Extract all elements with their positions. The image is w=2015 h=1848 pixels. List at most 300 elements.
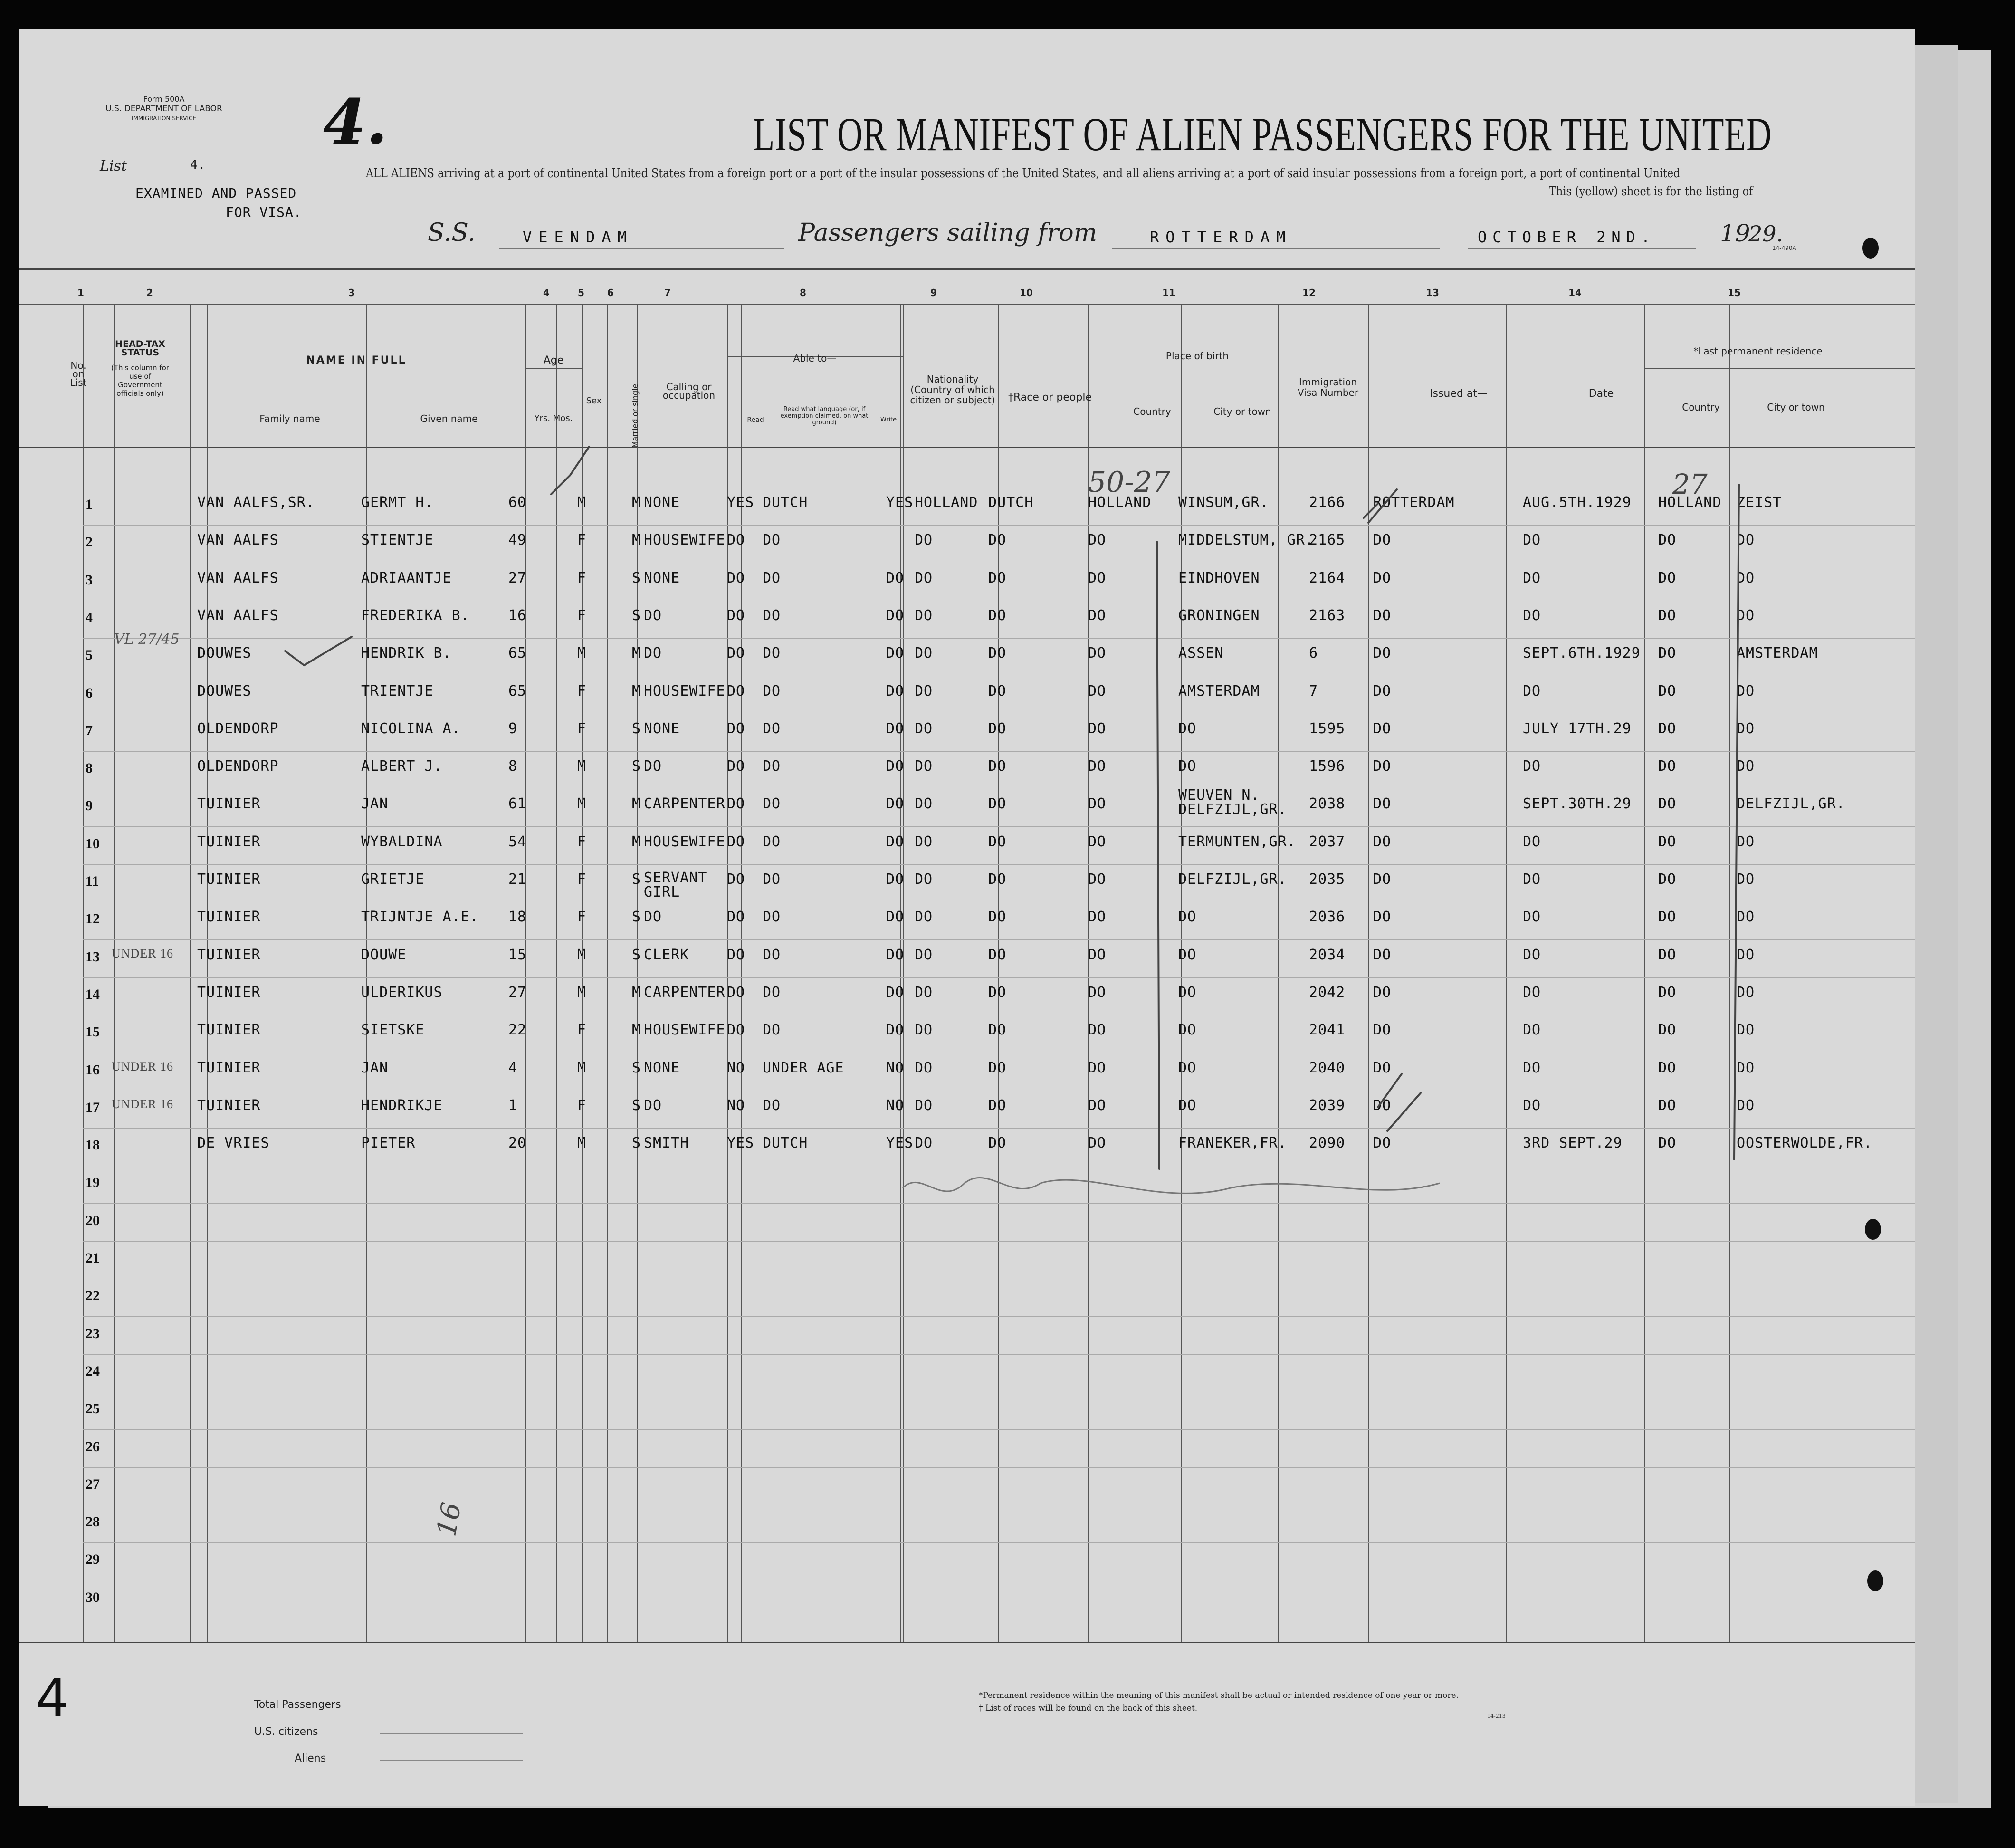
can-write: DO — [886, 758, 905, 775]
header-yrs-mos: Yrs. Mos. — [534, 413, 573, 423]
handwritten-residence-note: 27 — [1672, 468, 1708, 500]
row-number: 16 — [86, 1062, 100, 1078]
race: DO — [988, 532, 1007, 549]
row-number: 24 — [86, 1363, 100, 1379]
handwritten-visa-note: 50-27 — [1088, 466, 1170, 499]
age: 49 — [508, 532, 527, 549]
can-read: DO — [727, 607, 745, 624]
row-number: 27 — [86, 1476, 100, 1492]
residence-country: DO — [1658, 720, 1677, 737]
row-number: 13 — [86, 948, 100, 965]
can-read: DO — [727, 569, 745, 586]
birth-city: DELFZIJL,GR. — [1178, 871, 1287, 888]
sex: F — [577, 871, 587, 888]
marital-status: M — [632, 984, 641, 1001]
issue-date: DO — [1523, 569, 1541, 586]
header-nationality: Nationality (Country of which citizen or subject) — [910, 373, 995, 406]
issue-date: DO — [1523, 909, 1541, 926]
birth-country: DO — [1088, 1059, 1107, 1076]
issue-date: DO — [1523, 1059, 1541, 1076]
can-read: DO — [727, 795, 745, 813]
residence-country: DO — [1658, 532, 1677, 549]
birth-country: DO — [1088, 607, 1107, 624]
residence-country: DO — [1658, 1097, 1677, 1114]
residence-city: DO — [1737, 758, 1755, 775]
race: DO — [988, 1022, 1007, 1039]
issue-date: DO — [1523, 1097, 1541, 1114]
age: 54 — [508, 833, 527, 850]
can-read: YES — [727, 1135, 754, 1152]
residence-country: DO — [1658, 1135, 1677, 1152]
family-name: VAN AALFS — [197, 532, 279, 549]
nationality: DO — [915, 984, 933, 1001]
family-name: DOUWES — [197, 645, 252, 662]
can-read: NO — [727, 1097, 745, 1114]
birth-country: DO — [1088, 946, 1107, 963]
nationality: DO — [915, 569, 933, 586]
nationality: DO — [915, 946, 933, 963]
can-read: YES — [727, 494, 754, 511]
nationality: DO — [915, 645, 933, 662]
visa-number: 2090 — [1309, 1135, 1346, 1152]
read-language: DO — [763, 532, 781, 549]
marital-status: M — [632, 682, 641, 699]
residence-country: DO — [1658, 569, 1677, 586]
occupation: HOUSEWIFE — [644, 1022, 726, 1039]
can-write: NO — [886, 1097, 905, 1114]
row-number: 18 — [86, 1137, 100, 1153]
read-language: DO — [763, 607, 781, 624]
given-name: WYBALDINA — [361, 833, 443, 850]
visa-number: 1595 — [1309, 720, 1346, 737]
row-number: 28 — [86, 1514, 100, 1530]
visa-number: 7 — [1309, 682, 1318, 699]
residence-city: DO — [1737, 946, 1755, 963]
marital-status: M — [632, 1022, 641, 1039]
birth-country: DO — [1088, 909, 1107, 926]
race: DO — [988, 1135, 1007, 1152]
residence-country: HOLLAND — [1658, 494, 1722, 511]
footer-citizens-label: U.S. citizens — [254, 1726, 318, 1738]
header-married: Married or single — [630, 383, 640, 448]
given-name: DOUWE — [361, 946, 407, 963]
row-number: 15 — [86, 1024, 100, 1040]
can-write: DO — [886, 833, 905, 850]
given-name: ALBERT J. — [361, 758, 443, 775]
list-number: 4. — [190, 158, 206, 172]
race: DO — [988, 1097, 1007, 1114]
age: 61 — [508, 795, 527, 813]
race: DO — [988, 909, 1007, 926]
row-number: 9 — [86, 798, 93, 814]
issued-at: DO — [1373, 758, 1392, 775]
row-number: 12 — [86, 911, 100, 927]
issue-date: DO — [1523, 984, 1541, 1001]
visa-number: 2163 — [1309, 607, 1346, 624]
given-name: TRIENTJE — [361, 682, 434, 699]
row-number: 23 — [86, 1325, 100, 1341]
read-language: DUTCH — [763, 1135, 808, 1152]
column-number: 13 — [1426, 287, 1439, 298]
issued-at: DO — [1373, 984, 1392, 1001]
family-name: VAN AALFS,SR. — [197, 494, 315, 511]
column-number: 15 — [1728, 287, 1741, 298]
nationality: DO — [915, 795, 933, 813]
row-number: 22 — [86, 1288, 100, 1304]
can-read: DO — [727, 833, 745, 850]
form-number: Form 500A — [143, 95, 185, 104]
issue-date: DO — [1523, 1022, 1541, 1039]
issued-at: DO — [1373, 871, 1392, 888]
visa-number: 2034 — [1309, 946, 1346, 963]
birth-country: DO — [1088, 1135, 1107, 1152]
birth-city: DO — [1178, 984, 1197, 1001]
sex: M — [577, 1135, 587, 1152]
header-last-residence: *Last permanent residence — [1693, 345, 1823, 357]
row-number: 14 — [86, 986, 100, 1002]
read-language: DO — [763, 720, 781, 737]
birth-country: DO — [1088, 682, 1107, 699]
can-write: DO — [886, 1022, 905, 1039]
list-label: List — [100, 158, 127, 174]
sex: F — [577, 909, 587, 926]
issue-date: 3RD SEPT.29 — [1523, 1135, 1623, 1152]
family-name: TUINIER — [197, 1022, 261, 1039]
row-number: 10 — [86, 835, 100, 852]
visa-number: 2036 — [1309, 909, 1346, 926]
given-name: SIETSKE — [361, 1022, 425, 1039]
birth-country: DO — [1088, 871, 1107, 888]
header-place-of-birth: Place of birth — [1165, 350, 1229, 362]
sailing-date: OCTOBER 2ND. — [1478, 228, 1656, 246]
issue-date: DO — [1523, 946, 1541, 963]
nationality: DO — [915, 532, 933, 549]
column-number: 7 — [664, 287, 671, 298]
birth-city: WEUVEN N. DELFZIJL,GR. — [1178, 787, 1287, 818]
occupation: DO — [644, 909, 662, 926]
column-number: 11 — [1162, 287, 1175, 298]
sex: F — [577, 833, 587, 850]
column-number: 4 — [543, 287, 550, 298]
row-number: 8 — [86, 760, 93, 776]
residence-country: DO — [1658, 1059, 1677, 1076]
race: DO — [988, 720, 1007, 737]
issued-at: ROTTERDAM — [1373, 494, 1455, 511]
read-language: DO — [763, 645, 781, 662]
marital-status: M — [632, 532, 641, 549]
column-number: 2 — [146, 287, 153, 298]
birth-city: TERMUNTEN,GR. — [1178, 833, 1296, 850]
can-read: DO — [727, 909, 745, 926]
occupation: DO — [644, 607, 662, 624]
manifest-subtitle: ALL ALIENS arriving at a port of continental United States from a foreign port or a port of the insular possessions of the United States, and all aliens arriving at a port of said insular possessions from a foreign port, a port of continental United — [366, 166, 1681, 181]
column-number: 8 — [800, 287, 806, 298]
footer-total-label: Total Passengers — [254, 1699, 341, 1711]
issued-at: DO — [1373, 1097, 1392, 1114]
can-read: DO — [727, 984, 745, 1001]
issue-date: DO — [1523, 532, 1541, 549]
nationality: DO — [915, 909, 933, 926]
row-number: 25 — [86, 1401, 100, 1417]
read-language: DO — [763, 909, 781, 926]
manifest-subtitle-2: This (yellow) sheet is for the listing of — [1549, 184, 1753, 199]
visa-number: 6 — [1309, 645, 1318, 662]
can-write: DO — [886, 946, 905, 963]
residence-city: DO — [1737, 682, 1755, 699]
birth-city: EINDHOVEN — [1178, 569, 1260, 586]
birth-city: DO — [1178, 1097, 1197, 1114]
marital-status: S — [632, 1135, 641, 1152]
sex: F — [577, 569, 587, 586]
can-write: DO — [886, 607, 905, 624]
issued-at: DO — [1373, 720, 1392, 737]
race: DO — [988, 1059, 1007, 1076]
nationality: DO — [915, 1097, 933, 1114]
sex: M — [577, 1059, 587, 1076]
examined-stamp: EXAMINED AND PASSED — [135, 185, 297, 201]
visa-number: 2041 — [1309, 1022, 1346, 1039]
issue-date: DO — [1523, 607, 1541, 624]
age: 27 — [508, 984, 527, 1001]
occupation: DO — [644, 1097, 662, 1114]
can-write: NO — [886, 1059, 905, 1076]
read-language: DO — [763, 946, 781, 963]
birth-country: DO — [1088, 1022, 1107, 1039]
residence-country: DO — [1658, 871, 1677, 888]
residence-city: AMSTERDAM — [1737, 645, 1818, 662]
issue-date: SEPT.30TH.29 — [1523, 795, 1632, 813]
family-name: TUINIER — [197, 946, 261, 963]
row-number: 20 — [86, 1212, 100, 1228]
can-write: DO — [886, 720, 905, 737]
row-number: 6 — [86, 685, 93, 701]
residence-city: DO — [1737, 984, 1755, 1001]
row-number: 29 — [86, 1551, 100, 1568]
occupation: HOUSEWIFE — [644, 682, 726, 699]
occupation: NONE — [644, 494, 680, 511]
row-number: 5 — [86, 647, 93, 663]
nationality: DO — [915, 720, 933, 737]
form-service: IMMIGRATION SERVICE — [132, 115, 196, 122]
header-res-country: Country — [1682, 402, 1720, 413]
marital-status: S — [632, 909, 641, 926]
form-department: U.S. DEPARTMENT OF LABOR — [105, 104, 222, 114]
sex: M — [577, 494, 587, 511]
occupation: CARPENTER — [644, 795, 726, 813]
manifest-sheet — [19, 29, 1915, 1806]
for-visa-stamp: FOR VISA. — [226, 204, 302, 220]
issued-at: DO — [1373, 833, 1392, 850]
residence-country: DO — [1658, 909, 1677, 926]
family-name: OLDENDORP — [197, 758, 279, 775]
sex: M — [577, 984, 587, 1001]
residence-city: DO — [1737, 532, 1755, 549]
sailing-label: Passengers sailing from — [798, 219, 1098, 247]
birth-city: ASSEN — [1178, 645, 1224, 662]
race: DO — [988, 795, 1007, 813]
read-language: DO — [763, 682, 781, 699]
margin-reference: VL 27/45 — [114, 631, 180, 648]
age: 65 — [508, 645, 527, 662]
marital-status: M — [632, 645, 641, 662]
birth-country: DO — [1088, 984, 1107, 1001]
age: 21 — [508, 871, 527, 888]
visa-number: 2165 — [1309, 532, 1346, 549]
birth-city: DO — [1178, 909, 1197, 926]
can-read: DO — [727, 720, 745, 737]
marital-status: M — [632, 494, 641, 511]
corner-code: 14-490A — [1772, 245, 1796, 251]
can-write: DO — [886, 795, 905, 813]
visa-number: 2040 — [1309, 1059, 1346, 1076]
row-number: 2 — [86, 534, 93, 550]
age: 18 — [508, 909, 527, 926]
header-birth-city: City or town — [1213, 406, 1271, 417]
nationality: HOLLAND — [915, 494, 978, 511]
can-write: DO — [886, 645, 905, 662]
residence-country: DO — [1658, 833, 1677, 850]
residence-city: OOSTERWOLDE,FR. — [1737, 1135, 1872, 1152]
given-name: JAN — [361, 795, 389, 813]
family-name: TUINIER — [197, 909, 261, 926]
read-language: DO — [763, 795, 781, 813]
issued-at: DO — [1373, 569, 1392, 586]
handwritten-list-number: 4. — [323, 86, 388, 158]
can-read: DO — [727, 645, 745, 662]
birth-city: DO — [1178, 758, 1197, 775]
occupation: NONE — [644, 720, 680, 737]
header-res-city: City or town — [1767, 402, 1825, 413]
residence-city: DO — [1737, 1059, 1755, 1076]
issued-at: DO — [1373, 532, 1392, 549]
footer-citizens-line — [380, 1733, 523, 1734]
family-name: OLDENDORP — [197, 720, 279, 737]
issued-at: DO — [1373, 1022, 1392, 1039]
read-language: DO — [763, 833, 781, 850]
header-read: Read — [747, 416, 764, 424]
read-language: DO — [763, 569, 781, 586]
birth-city: MIDDELSTUM, GR. — [1178, 532, 1314, 549]
given-name: NICOLINA A. — [361, 720, 461, 737]
race: DO — [988, 833, 1007, 850]
birth-country: DO — [1088, 1097, 1107, 1114]
can-read: DO — [727, 532, 745, 549]
can-write: DO — [886, 909, 905, 926]
footer-aliens-line — [380, 1760, 523, 1761]
header-head-tax: HEAD-TAX STATUS — [115, 339, 165, 358]
nationality: DO — [915, 1059, 933, 1076]
can-write: DO — [886, 569, 905, 586]
birth-city: WINSUM,GR. — [1178, 494, 1269, 511]
occupation: SMITH — [644, 1135, 689, 1152]
residence-city: DO — [1737, 607, 1755, 624]
read-language: DO — [763, 1097, 781, 1114]
column-number: 14 — [1568, 287, 1582, 298]
visa-number: 2039 — [1309, 1097, 1346, 1114]
can-read: DO — [727, 682, 745, 699]
given-name: TRIJNTJE A.E. — [361, 909, 479, 926]
occupation: HOUSEWIFE — [644, 833, 726, 850]
issue-date: AUG.5TH.1929 — [1523, 494, 1632, 511]
footer-note-2: † List of races will be found on the back of this sheet. — [979, 1704, 1198, 1713]
can-write: YES — [886, 1135, 914, 1152]
marital-status: S — [632, 720, 641, 737]
visa-number: 2038 — [1309, 795, 1346, 813]
occupation: CLERK — [644, 946, 689, 963]
family-name: TUINIER — [197, 833, 261, 850]
given-name: ULDERIKUS — [361, 984, 443, 1001]
visa-number: 2042 — [1309, 984, 1346, 1001]
residence-city: DO — [1737, 720, 1755, 737]
can-write: YES — [886, 494, 914, 511]
marital-status: S — [632, 1097, 641, 1114]
nationality: DO — [915, 833, 933, 850]
header-family-name: Family name — [259, 413, 320, 424]
issue-date: SEPT.6TH.1929 — [1523, 645, 1641, 662]
birth-country: DO — [1088, 645, 1107, 662]
read-language: DUTCH — [763, 494, 808, 511]
issue-date: DO — [1523, 758, 1541, 775]
occupation: NONE — [644, 1059, 680, 1076]
column-number: 3 — [348, 287, 355, 298]
age: 22 — [508, 1022, 527, 1039]
family-name: DOUWES — [197, 682, 252, 699]
marital-status: S — [632, 871, 641, 888]
nationality: DO — [915, 1022, 933, 1039]
race: DO — [988, 946, 1007, 963]
column-number: 6 — [607, 287, 614, 298]
visa-number: 2035 — [1309, 871, 1346, 888]
birth-country: DO — [1088, 833, 1107, 850]
can-read: NO — [727, 1059, 745, 1076]
sex: F — [577, 720, 587, 737]
age: 27 — [508, 569, 527, 586]
header-issued-at: Issued at— — [1430, 388, 1488, 400]
issue-date: JULY 17TH.29 — [1523, 720, 1632, 737]
issued-at: DO — [1373, 607, 1392, 624]
can-write: DO — [886, 682, 905, 699]
footer-aliens-label: Aliens — [295, 1752, 326, 1764]
age: 20 — [508, 1135, 527, 1152]
residence-country: DO — [1658, 1022, 1677, 1039]
birth-country: DO — [1088, 758, 1107, 775]
manifest-title: LIST OR MANIFEST OF ALIEN PASSENGERS FOR THE UNITED — [753, 108, 1772, 161]
marital-status: M — [632, 795, 641, 813]
row-number: 3 — [86, 572, 93, 588]
birth-country: HOLLAND — [1088, 494, 1152, 511]
can-write: DO — [886, 984, 905, 1001]
issue-date: DO — [1523, 682, 1541, 699]
read-language: DO — [763, 871, 781, 888]
age: 1 — [508, 1097, 518, 1114]
age: 15 — [508, 946, 527, 963]
header-no-on-list: No. on List — [70, 360, 87, 388]
birth-country: DO — [1088, 795, 1107, 813]
residence-city: DO — [1737, 1097, 1755, 1114]
residence-city: DO — [1737, 569, 1755, 586]
visa-number: 2164 — [1309, 569, 1346, 586]
age: 16 — [508, 607, 527, 624]
year-prefix: 19 — [1720, 220, 1750, 247]
race: DO — [988, 607, 1007, 624]
occupation: CARPENTER — [644, 984, 726, 1001]
residence-country: DO — [1658, 795, 1677, 813]
sex: M — [577, 946, 587, 963]
residence-country: DO — [1658, 645, 1677, 662]
marital-status: S — [632, 569, 641, 586]
header-date: Date — [1588, 388, 1614, 400]
given-name: HENDRIKJE — [361, 1097, 443, 1114]
